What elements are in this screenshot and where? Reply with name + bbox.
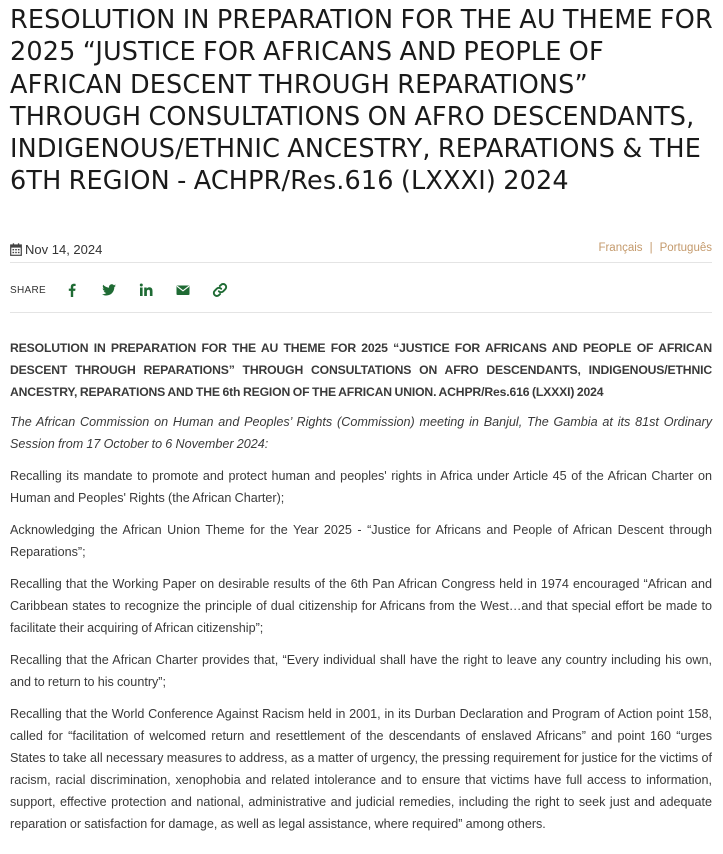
- resolution-paragraph: Recalling that the World Conference Against Racism held in 2001, in its Durban Declaration and Program of Action point 158, called for “facilitation of welcomed return and resettlement of the descendants of enslaved Africans” and point 160 “urges States to take all necessary measures to address, as a matter of urgency, the pressing requirement for justice for the victims of racism, racial discrimination, xenophobia and related intolerance and to ensure that victims have full access to information, support, effective protection and national, administrative and judicial remedies, including the right to seek just and adequate reparation or satisfaction for damage, as well as legal assistance, where required” among others.: [10, 707, 712, 831]
- language-link-french[interactable]: Français: [598, 242, 643, 254]
- facebook-icon[interactable]: [64, 282, 80, 298]
- article-meta: [10, 242, 712, 260]
- divider: [10, 312, 712, 313]
- linkedin-icon[interactable]: [138, 282, 154, 298]
- language-link-portuguese[interactable]: Português: [659, 242, 712, 254]
- language-separator: |: [649, 242, 653, 254]
- twitter-icon[interactable]: [101, 282, 117, 298]
- resolution-intro: The African Commission on Human and Peoples’ Rights (Commission) meeting in Banjul, The Gambia at its 81st Ordinary Session from 17 October to 6 November 2024:: [10, 415, 712, 451]
- resolution-heading: RESOLUTION IN PREPARATION FOR THE AU THEME FOR 2025 “JUSTICE FOR AFRICANS AND PEOPLE OF AFRICAN DESCENT THROUGH REPARATIONS” THROUGH CONSULTATIONS ON AFRO DESCENDANTS, INDIGENOUS/ETHNIC ANCESTRY, REPARATIONS AND THE 6th REGION OF THE AFRICAN UNION. ACHPR/Res.616 (LXXXI) 2024: [10, 341, 712, 399]
- publish-date: [10, 242, 102, 257]
- resolution-paragraph: Recalling that the Working Paper on desirable results of the 6th Pan African Congress held in 1974 encouraged “African and Caribbean states to recognize the principle of dual citizenship for Africans from the West…and that special effort be made to facilitate their acquiring of African citizenship”;: [10, 577, 712, 635]
- resolution-paragraph: Recalling that the African Charter provides that, “Every individual shall have the right to leave any country including his own, and to return to his country”;: [10, 653, 712, 689]
- resolution-paragraph: Recalling its mandate to promote and protect human and peoples' rights in Africa under Article 45 of the African Charter on Human and Peoples' Rights (the African Charter);: [10, 469, 712, 505]
- publish-date-text: Nov 14, 2024: [25, 242, 103, 257]
- share-label: SHARE: [10, 284, 46, 296]
- resolution-paragraph: Acknowledging the African Union Theme for the Year 2025 - “Justice for Africans and People of African Descent through Reparations”;: [10, 523, 712, 559]
- link-icon[interactable]: [212, 282, 228, 298]
- share-bar: [10, 280, 249, 300]
- calendar-icon: [10, 243, 22, 256]
- language-switcher: [598, 242, 712, 254]
- page-title: RESOLUTION IN PREPARATION FOR THE AU THEME FOR 2025 “JUSTICE FOR AFRICANS AND PEOPLE OF AFRICAN DESCENT THROUGH REPARATIONS” THROUGH CONSULTATIONS ON AFRO DESCENDANTS, INDIGENOUS/ETHNIC ANCESTRY, REPARATIONS & THE 6TH REGION - ACHPR/Res.616 (LXXXI) 2024: [10, 5, 713, 197]
- divider: [10, 262, 712, 263]
- email-icon[interactable]: [175, 282, 191, 298]
- article-body: [10, 337, 712, 845]
